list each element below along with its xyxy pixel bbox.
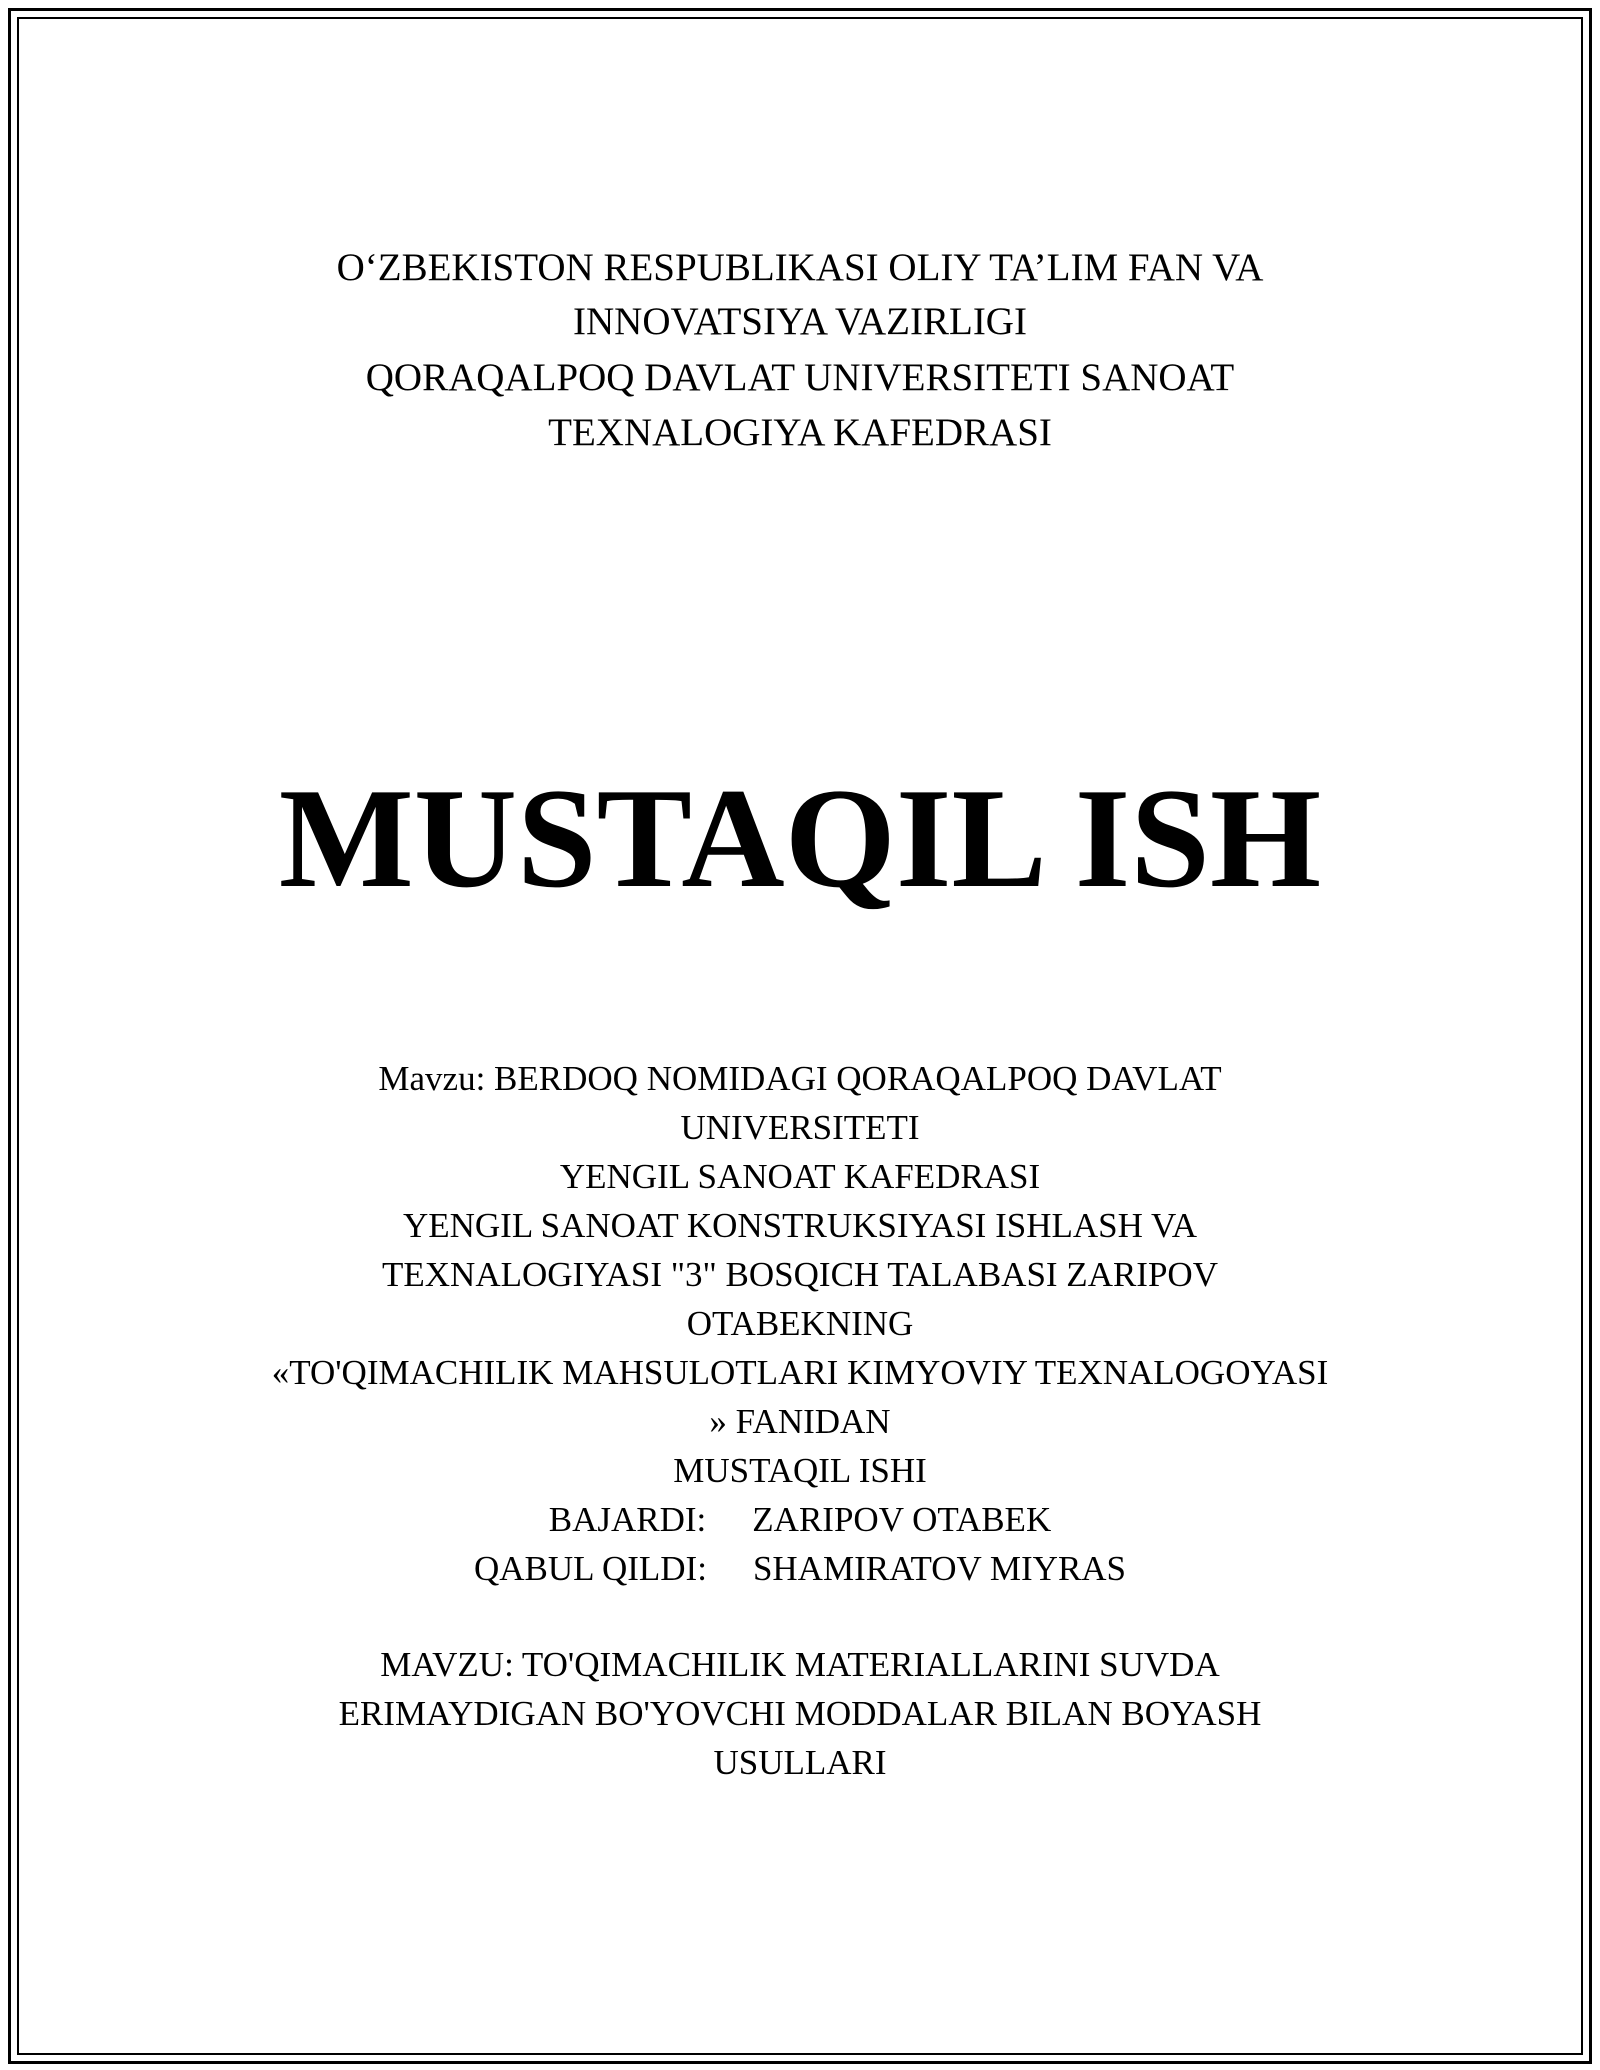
- details-line-7: «TO'QIMACHILIK MAHSULOTLARI KIMYOVIY TEXNALOGOYASI: [271, 1353, 1329, 1392]
- details-line-3: YENGIL SANOAT KAFEDRASI: [559, 1157, 1041, 1196]
- details-line-9: MUSTAQIL ISHI: [673, 1451, 927, 1490]
- details-line-4: YENGIL SANOAT KONSTRUKSIYASI ISHLASH VA: [402, 1206, 1198, 1245]
- details-line-1: Mavzu: BERDOQ NOMIDAGI QORAQALPOQ DAVLAT: [378, 1059, 1222, 1098]
- details-line-8: » FANIDAN: [709, 1402, 891, 1441]
- topic-line-2: ERIMAYDIGAN BO'YOVCHI MODDALAR BILAN BOYASH: [338, 1694, 1262, 1733]
- performed-row: [0, 1495, 1600, 1544]
- performed-label: BAJARDI:: [548, 1500, 707, 1539]
- header-line-1: O‘ZBEKISTON RESPUBLIKASI OLIY TA’LIM FAN VA: [336, 246, 1264, 289]
- topic-line-3: USULLARI: [713, 1743, 887, 1782]
- header-line-2: INNOVATSIYA VAZIRLIGI: [573, 300, 1027, 343]
- header-line-4: TEXNALOGIYA KAFEDRASI: [548, 411, 1052, 454]
- details-line-2: UNIVERSITETI: [680, 1108, 920, 1147]
- details-line-5: TEXNALOGIYASI "3" BOSQICH TALABASI ZARIPOV: [382, 1255, 1218, 1294]
- page-title: MUSTAQIL ISH: [278, 759, 1322, 917]
- accepted-value: SHAMIRATOV MIYRAS: [752, 1549, 1127, 1588]
- accepted-label: QABUL QILDI:: [473, 1549, 707, 1588]
- details-line-6: OTABEKNING: [686, 1304, 914, 1343]
- accepted-row: [0, 1544, 1600, 1593]
- topic-line-1: MAVZU: TO'QIMACHILIK MATERIALLARINI SUVDA: [380, 1645, 1220, 1684]
- performed-value: ZARIPOV OTABEK: [752, 1500, 1052, 1539]
- header-line-3: QORAQALPOQ DAVLAT UNIVERSITETI SANOAT: [365, 356, 1235, 399]
